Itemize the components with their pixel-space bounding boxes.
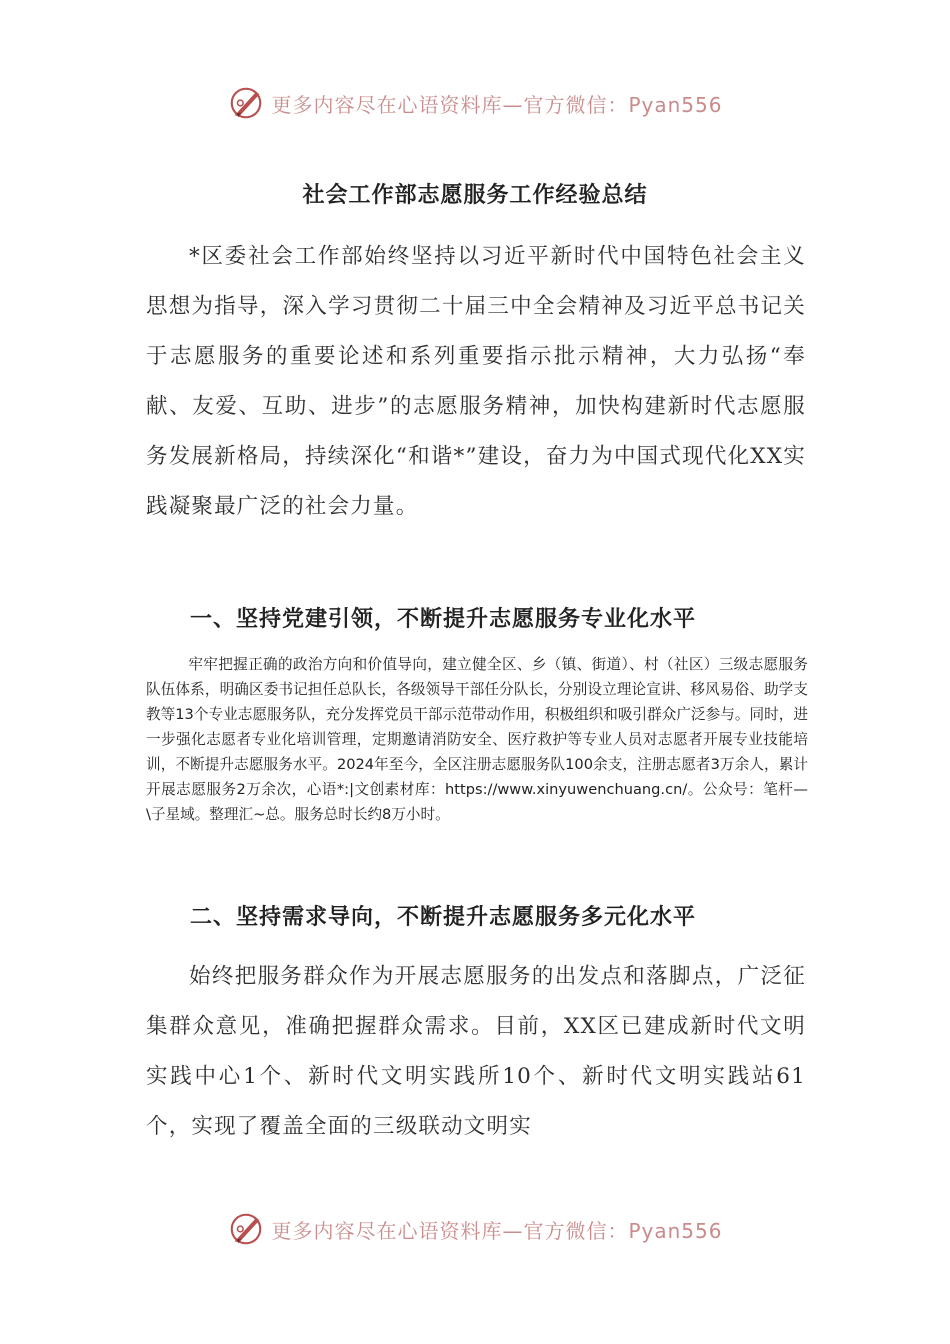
section-2-heading: 二、坚持需求导向，不断提升志愿服务多元化水平 — [190, 905, 697, 930]
intro-paragraph: *区委社会工作部始终坚持以习近平新时代中国特色社会主义思想为指导，深入学习贯彻二十届三中全会精神及习近平总书记关于志愿服务的重要论述和系列重要指示批示精神，大力弘扬“奉献、友爱、互助、进步”的志愿服务精神，加快构建新时代志愿服务发展新格局，持续深化“和谐*”建设，奋力为中国式现代化XX实践凝聚最广泛的社会力量。 — [146, 244, 806, 519]
section-1-paragraph: 牢牢把握正确的政治方向和价值导向，建立健全区、乡（镇、街道）、村（社区）三级志愿服务队伍体系，明确区委书记担任总队长，各级领导干部任分队长，分别设立理论宣讲、移风易俗、助学支教等13个专业志愿服务队，充分发挥党员干部示范带动作用，积极组织和吸引群众广泛参与。同时，进一步强化志愿者专业化培训管理，定期邀请消防安全、医疗救护等专业人员对志愿者开展专业技能培训，不断提升志愿服务水平。2024年至今，全区注册志愿服务队100余支，注册志愿者3万余人，累计开展志愿服务2万余次，心语*:|文创素材库：https://www.xinyuwenchuang.cn/。公众号：笔杆—\子星域。整理汇~总。服务总时长约8万小时。 — [146, 656, 808, 823]
document-title: 社会工作部志愿服务工作经验总结 — [302, 183, 648, 208]
watermark-text: 更多内容尽在心语资料库—官方微信：Pyan556 — [271, 1218, 723, 1243]
section-1-heading: 一、坚持党建引领，不断提升志愿服务专业化水平 — [190, 607, 697, 632]
quill-pen-logo-icon — [227, 84, 265, 122]
watermark-text: 更多内容尽在心语资料库—官方微信：Pyan556 — [271, 92, 723, 117]
section-2-paragraph: 始终把服务群众作为开展志愿服务的出发点和落脚点，广泛征集群众意见，准确把握群众需求。目前，XX区已建成新时代文明实践中心1个、新时代文明实践所10个、新时代文明实践站61个，实现了覆盖全面的三级联动文明实 — [146, 964, 806, 1139]
footer-watermark-banner — [0, 1207, 950, 1251]
quill-pen-logo-icon — [227, 1210, 265, 1248]
header-watermark-banner — [0, 81, 950, 125]
